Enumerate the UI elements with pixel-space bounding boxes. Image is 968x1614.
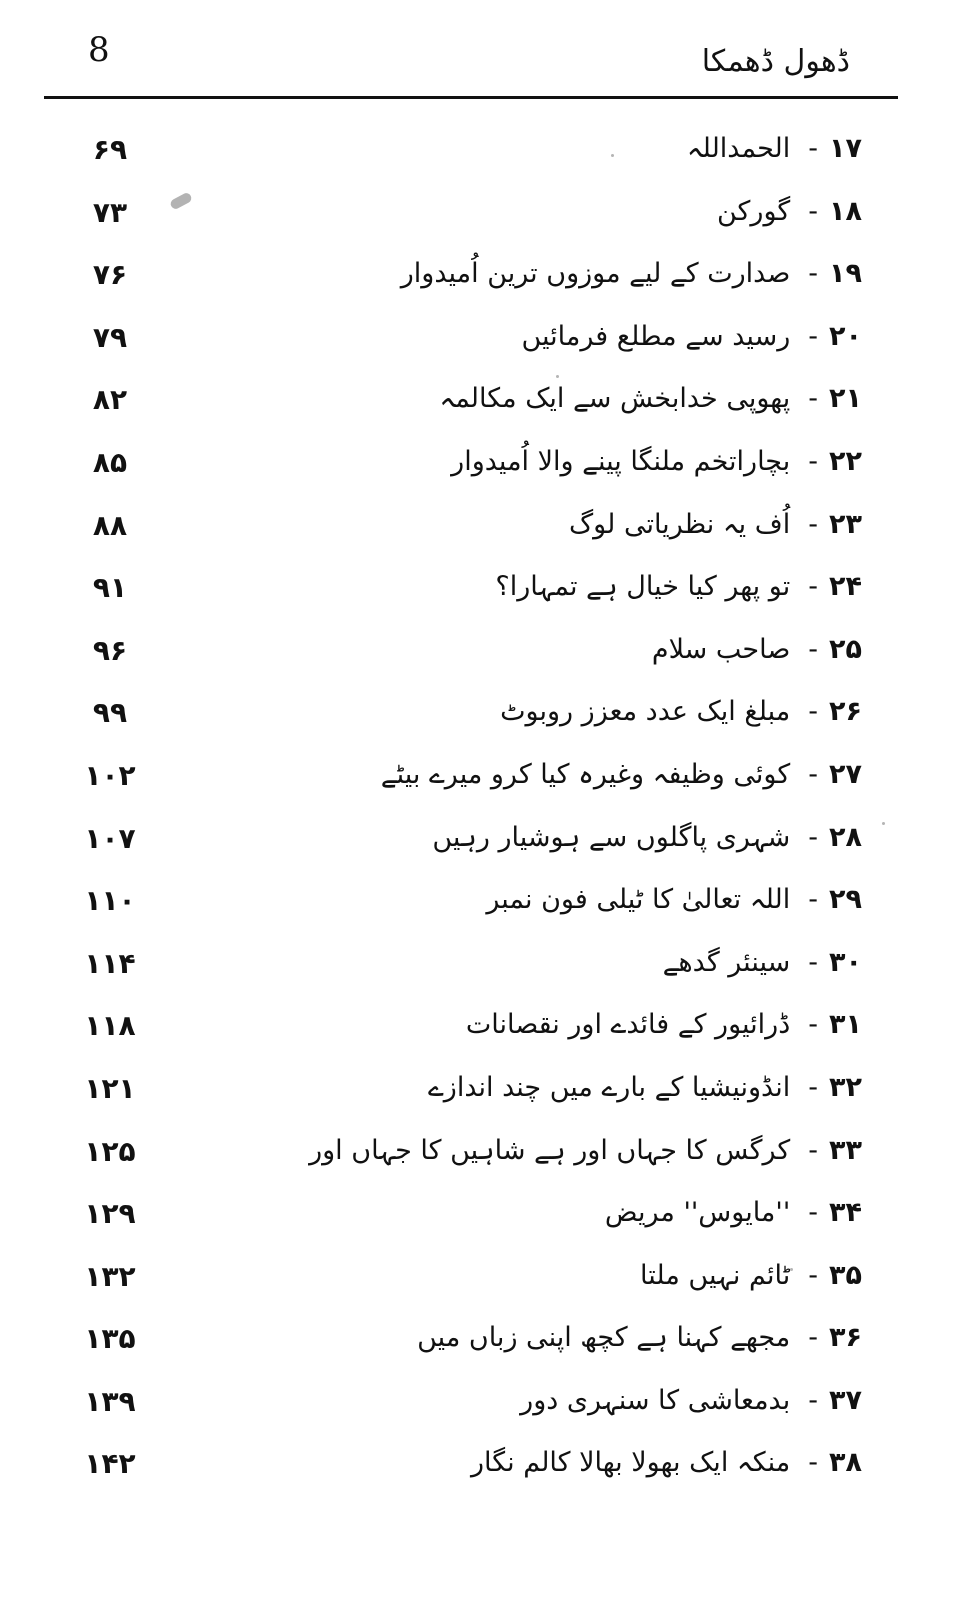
toc-row [0,181,968,244]
toc-row [0,932,968,995]
toc-row [0,619,968,682]
toc-entry [302,193,862,231]
toc-entry-number: ۲۳ [829,508,862,540]
toc-entry-number: ۳۴ [829,1197,862,1229]
toc-page-number: ۱۲۵ [84,1134,136,1168]
toc-entry-dash: - [808,320,818,352]
toc-entry [302,944,862,982]
toc-entry-dash: - [808,1009,818,1041]
toc-row [0,1307,968,1370]
toc-entry [302,380,862,418]
book-title: ڈھول ڈھمکا [701,44,850,79]
toc-row [0,994,968,1057]
toc-entry [302,693,862,731]
toc-page-number: ۸۲ [92,383,128,417]
toc-entry-number: ۱۹ [829,258,862,290]
toc-entry-number: ۳۷ [829,1384,862,1416]
toc-row [0,1182,968,1245]
toc-page-number: ۱۰۷ [84,821,136,855]
toc-entry-title: بچاراتخم ملنگا پینے والا اُمیدوار [451,445,791,477]
toc-entry-title: ٹائم نہیں ملتا [640,1259,791,1291]
toc-entry-title: تو پھر کیا خیال ہے تمہارا؟ [495,571,791,603]
toc-entry-number: ۲۲ [829,445,862,477]
toc-entry-title: الحمداللہ [686,133,791,164]
toc-entry [302,255,862,293]
toc-row [0,744,968,807]
toc-page-number: ۷۳ [92,195,128,229]
toc-page-number: ۱۳۲ [84,1259,136,1293]
toc-entry-number: ۲۹ [829,884,862,916]
toc-entry-dash: - [808,821,818,853]
toc-entry-dash: - [808,508,818,540]
toc-entry [302,506,862,544]
toc-entry-title: صدارت کے لیے موزوں ترین اُمیدوار [400,258,791,290]
toc-row [0,1370,968,1433]
paper-speck [556,375,559,378]
toc-entry-title: سینئر گدھے [662,946,791,978]
toc-row [0,1057,968,1120]
toc-entry-dash: - [808,1322,818,1354]
toc-entry-title: بدمعاشی کا سنہری دور [520,1384,791,1416]
toc-row [0,1432,968,1495]
toc-entry-dash: - [808,195,818,227]
toc-entry [302,1006,862,1044]
toc-entry [302,1132,862,1170]
toc-page-number: ۱۰۲ [84,758,136,792]
toc-row [0,869,968,932]
toc-entry [302,443,862,481]
toc-entry-dash: - [808,571,818,603]
toc-entry-dash: - [808,884,818,916]
toc-page-number: ۱۲۹ [84,1197,136,1231]
table-of-contents [0,118,968,1495]
toc-entry [302,1069,862,1107]
toc-row [0,556,968,619]
toc-page-number: ۸۵ [92,445,128,479]
page-number: 8 [88,30,110,70]
toc-row [0,306,968,369]
toc-entry [302,1257,862,1295]
toc-entry [302,568,862,606]
page-header [0,0,968,110]
toc-entry [302,631,862,669]
toc-row [0,681,968,744]
toc-row [0,243,968,306]
toc-entry-dash: - [808,633,818,665]
toc-entry [302,318,862,356]
toc-entry-title: ڈرائیور کے فائدے اور نقصانات [465,1009,791,1041]
toc-entry [302,1194,862,1232]
toc-entry-number: ۲۵ [829,633,862,665]
toc-entry-dash: - [808,1071,818,1103]
toc-entry-title: پھوپی خدابخش سے ایک مکالمہ [439,383,791,415]
toc-page-number: ۹۱ [92,571,128,605]
toc-entry-number: ۲۱ [829,383,862,415]
toc-entry-dash: - [808,258,818,290]
toc-entry-title: اُف یہ نظریاتی لوگ [569,508,791,540]
toc-entry-number: ۳۲ [829,1071,862,1103]
toc-page-number: ۱۳۵ [84,1322,136,1356]
toc-entry-number: ۲۷ [829,758,862,790]
toc-entry-number: ۳۶ [829,1322,862,1354]
toc-entry-dash: - [808,1134,818,1166]
toc-entry-title: صاحب سلام [651,633,791,665]
toc-entry-dash: - [808,1447,818,1479]
toc-entry-number: ۳۰ [829,946,862,978]
toc-entry-dash: - [808,445,818,477]
toc-entry-title: انڈونیشیا کے بارے میں چند اندازے [427,1071,791,1103]
toc-entry [302,819,862,857]
paper-speck [790,1268,793,1271]
paper-speck [882,822,885,825]
toc-entry-title: اللہ تعالیٰ کا ٹیلی فون نمبر [486,884,791,916]
toc-entry [302,756,862,794]
header-rule [44,96,898,99]
toc-page-number: ۷۹ [92,320,128,354]
toc-entry-dash: - [808,696,818,728]
toc-entry-dash: - [808,1384,818,1416]
toc-entry [302,1382,862,1420]
toc-row [0,494,968,557]
toc-page-number: ۶۹ [92,133,128,166]
toc-entry-title: ''مایوس'' مریض [604,1197,791,1229]
toc-entry-number: ۲۸ [829,821,862,853]
toc-entry-title: مجھے کہنا ہے کچھ اپنی زباں میں [417,1322,791,1354]
toc-page-number: ۱۲۱ [84,1071,136,1105]
toc-entry-number: ۱۸ [829,195,862,227]
toc-entry-dash: - [808,758,818,790]
toc-page-number: ۸۸ [92,508,128,542]
toc-page-number: ۹۹ [92,696,128,730]
toc-row [0,807,968,870]
toc-entry-number: ۳۵ [829,1259,862,1291]
toc-entry-title: رسید سے مطلع فرمائیں [521,320,791,352]
toc-entry [302,1444,862,1482]
toc-row [0,1120,968,1183]
toc-entry-title: کرگس کا جہاں اور ہے شاہیں کا جہاں اور [309,1134,791,1166]
toc-row [0,431,968,494]
toc-row [0,118,968,181]
toc-page-number: ۱۴۲ [84,1447,136,1481]
toc-page-number: ۱۱۸ [84,1009,136,1043]
toc-entry [302,1319,862,1357]
toc-entry-dash: - [808,1197,818,1229]
toc-entry-title: مبلغ ایک عدد معزز روبوٹ [500,696,791,728]
toc-entry-number: ۲۶ [829,696,862,728]
toc-entry [302,130,862,168]
toc-entry [302,881,862,919]
toc-entry-number: ۳۳ [829,1134,862,1166]
toc-entry-title: کوئی وظیفہ وغیرہ کیا کرو میرے بیٹے [380,758,791,790]
toc-entry-dash: - [808,383,818,415]
toc-row [0,1245,968,1308]
toc-page-number: ۱۳۹ [84,1384,136,1418]
toc-entry-number: ۱۷ [829,133,862,164]
toc-page-number: ۱۱۴ [84,946,136,980]
toc-entry-title: گورکن [717,195,791,227]
toc-entry-number: ۳۱ [829,1009,862,1041]
toc-page-number: ۷۶ [92,258,128,292]
toc-entry-dash: - [808,1259,818,1291]
toc-entry-title: شہری پاگلوں سے ہوشیار رہیں [432,821,791,853]
toc-entry-number: ۲۴ [829,571,862,603]
toc-entry-number: ۳۸ [829,1447,862,1479]
toc-entry-title: منکہ ایک بھولا بھالا کالم نگار [470,1447,791,1479]
toc-entry-number: ۲۰ [829,320,862,352]
toc-entry-dash: - [808,946,818,978]
toc-entry-dash: - [808,133,818,164]
toc-page-number: ۱۱۰ [84,884,136,918]
toc-row [0,368,968,431]
toc-page-number: ۹۶ [92,633,128,667]
paper-speck [611,154,614,157]
